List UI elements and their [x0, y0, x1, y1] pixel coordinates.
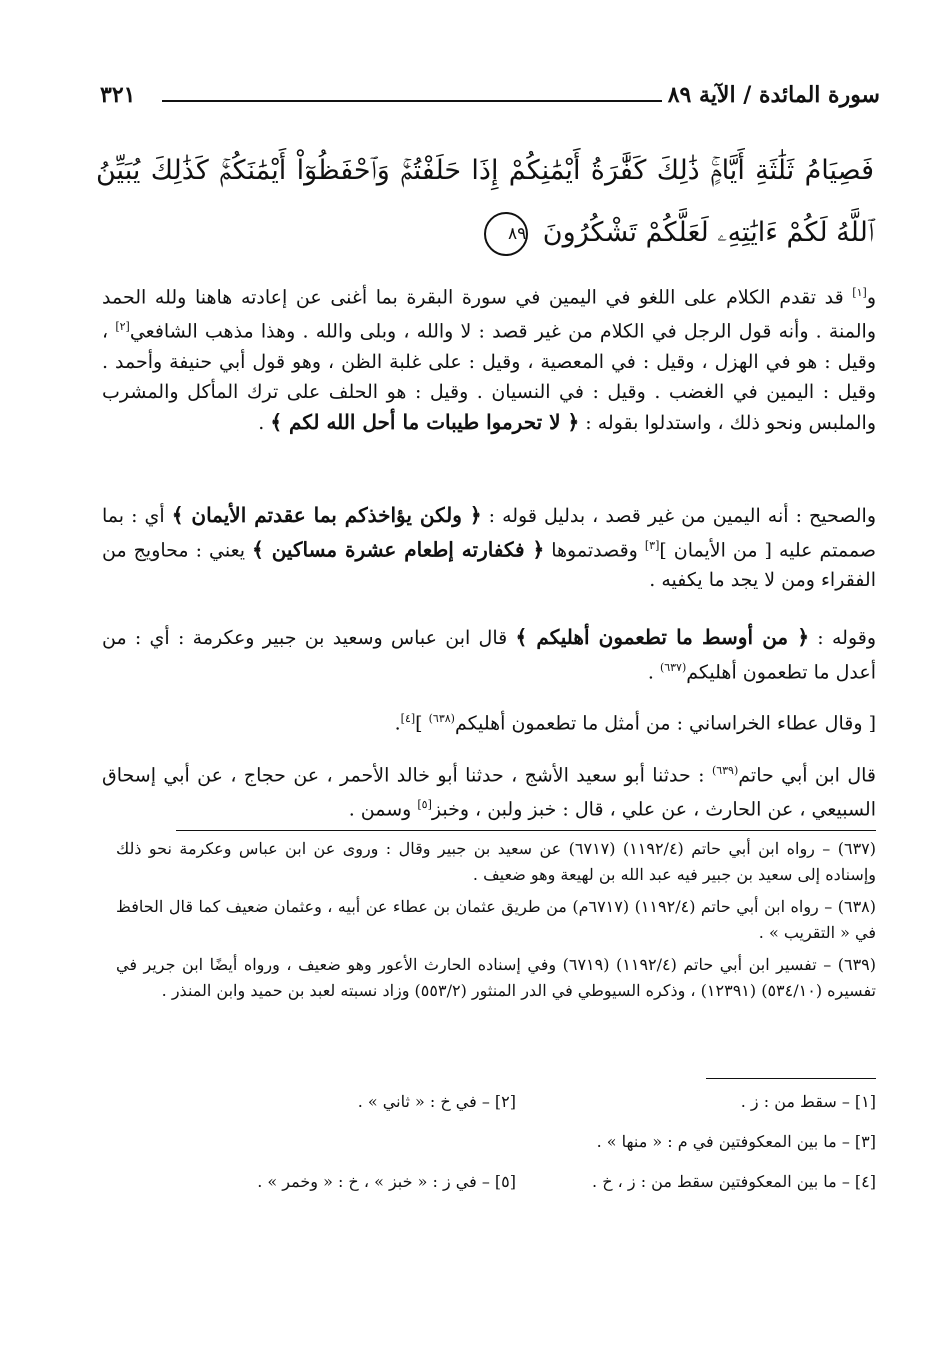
surah-title: سورة المائدة / الآية ٨٩	[667, 82, 880, 108]
variants-row	[140, 1132, 876, 1172]
text-run: قد تقدم الكلام على اللغو في اليمين في سورة البقرة بما أغنى عن إعادته هاهنا ولله الحمد والمنة . وأنه قول الرجل في الكلام من غير قصد : لا والله ، وبلى والله . وهذا مذهب الشافعي	[102, 286, 877, 343]
text-run: .	[258, 411, 271, 434]
paragraph-laghw	[102, 278, 876, 438]
footnote-ref: (٦٣٩)	[711, 764, 739, 777]
variant-marker: [٤]	[400, 712, 416, 725]
text-run: : حدثنا أبو سعيد الأشج ، حدثنا أبو خالد الأحمر ، عن حجاج ، عن أبي إسحاق السبيعي ، عن الحارث ، عن علي ، قال : خبز ولبن ، وخبز	[102, 764, 876, 821]
footnotes-divider	[176, 830, 876, 831]
variants-divider	[706, 1078, 876, 1079]
text-run: قال ابن عباس وسعيد بن جبير وعكرمة : أي : من أعدل ما تطعمون أهليكم	[102, 627, 876, 684]
variants-row	[140, 1092, 876, 1132]
text-run: و	[866, 286, 876, 309]
text-run: [ وقال عطاء الخراساني : من أمثل ما تطعمون أهليكم	[454, 712, 876, 735]
variant-note-2: [٢] – في خ : « ثاني » .	[357, 1092, 516, 1111]
text-run: يعني : محاويج من الفقراء ومن لا يجد ما يكفيه .	[102, 539, 876, 592]
text-run: .	[394, 712, 401, 735]
paragraph-awsat	[102, 622, 876, 687]
manuscript-variants	[140, 1092, 876, 1212]
ayah-number-marker: ٨٩	[484, 212, 528, 256]
variant-note-4: [٤] – ما بين المعكوفتين سقط من : ز ، خ .	[592, 1172, 876, 1191]
footnote-ref: (٦٣٧)	[659, 661, 687, 674]
variant-note-3: [٣] – ما بين المعكوفتين في م : « منها » .	[596, 1132, 876, 1151]
text-run: ]	[415, 712, 429, 735]
text-run: وسمن .	[348, 798, 418, 821]
text-run: وقصدتموها	[544, 539, 645, 562]
text-run: .	[647, 661, 660, 684]
text-run: أي : بما صممتم عليه [ من الأيمان ]	[102, 505, 877, 562]
variant-marker: [١]	[852, 286, 867, 299]
variant-marker: [٥]	[417, 798, 432, 812]
variant-note-5: [٥] – في ز : « خبز » ، خ : « وخمر » .	[257, 1172, 516, 1191]
quran-verse	[96, 140, 874, 264]
paragraph-sahih	[102, 500, 876, 595]
paragraph-ibn-abi-hatim	[102, 756, 876, 825]
footnotes	[116, 836, 876, 1010]
text-run: ، وقيل : هو في الهزل ، وقيل : في المعصية ، وقيل : على غلبة الظن ، وهو قول أبي حنيفة وأحمد . وقيل : اليمين في الغضب . وقيل : في النسيان . وقيل : هو الحلف على ترك المأكل والمشرب والملبس ونحو ذلك ، واستدلوا بقوله :	[102, 320, 876, 434]
footnote-637: (٦٣٧) – رواه ابن أبي حاتم (١١٩٢/٤) (٦٧١٧) عن سعيد بن جبير وقال : وروى عن ابن عباس وعكرمة نحو ذلك وإسناده إلى سعيد بن جبير فيه عبد الله بن لهيعة وهو ضعيف .	[116, 839, 876, 884]
quran-quote: ﴿ من أوسط ما تطعمون أهليكم ﴾	[515, 625, 810, 649]
header-rule	[162, 100, 662, 102]
quran-quote: ﴿ ولكن يؤاخذكم بما عقدتم الأيمان ﴾	[171, 503, 482, 527]
text-run: قال ابن أبي حاتم	[738, 764, 876, 787]
verse-text: فَصِيَامُ ثَلَٰثَةِ أَيَّامٍۚ ذَٰلِكَ كَفَّٰرَةُ أَيْمَٰنِكُمْ إِذَا حَلَفْتُمْۚ وَٱحْفَظُوٓاْ أَيْمَٰنَكُمْۚ كَذَٰلِكَ يُبَيِّنُ ٱللَّهُ لَكُمْ ءَايَٰتِهِۦ لَعَلَّكُمْ تَشْكُرُونَ	[96, 155, 874, 248]
quran-quote: ﴿ فكفارته إطعام عشرة مساكين ﴾	[252, 537, 545, 562]
variant-marker: [٢]	[115, 320, 130, 334]
variant-note-1: [١] – سقط من : ز .	[740, 1092, 876, 1111]
paragraph-ata	[102, 704, 876, 738]
text-run: وقوله :	[809, 627, 877, 649]
text-run: والصحيح : أنه اليمين من غير قصد ، بدليل قوله :	[481, 505, 876, 527]
variant-marker: [٣]	[644, 539, 660, 552]
footnote-ref: (٦٣٨)	[428, 712, 455, 725]
page-header	[100, 82, 880, 122]
quran-quote: ﴿ لا تحرموا طيبات ما أحل الله لكم ﴾	[270, 409, 580, 434]
page-number: ٣٢١	[100, 82, 136, 108]
variants-row	[140, 1172, 876, 1212]
footnote-639: (٦٣٩) – تفسير ابن أبي حاتم (١١٩٢/٤) (٦٧١٩) وفي إسناده الحارث الأعور وهو ضعيف ، ورواه أيضًا ابن جرير في تفسيره (٥٣٤/١٠) (١٢٣٩١) ، وذكره السيوطي في الدر المنثور (٥٥٣/٢) وزاد نسبته لعبد بن حميد وابن المنذر .	[116, 955, 877, 1000]
footnote-638: (٦٣٨) – رواه ابن أبي حاتم (١١٩٢/٤) (٦٧١٧م) من طريق عثمان بن عطاء عن أبيه ، وعثمان ضعيف كما قال الحافظ في « التقريب » .	[116, 897, 876, 942]
